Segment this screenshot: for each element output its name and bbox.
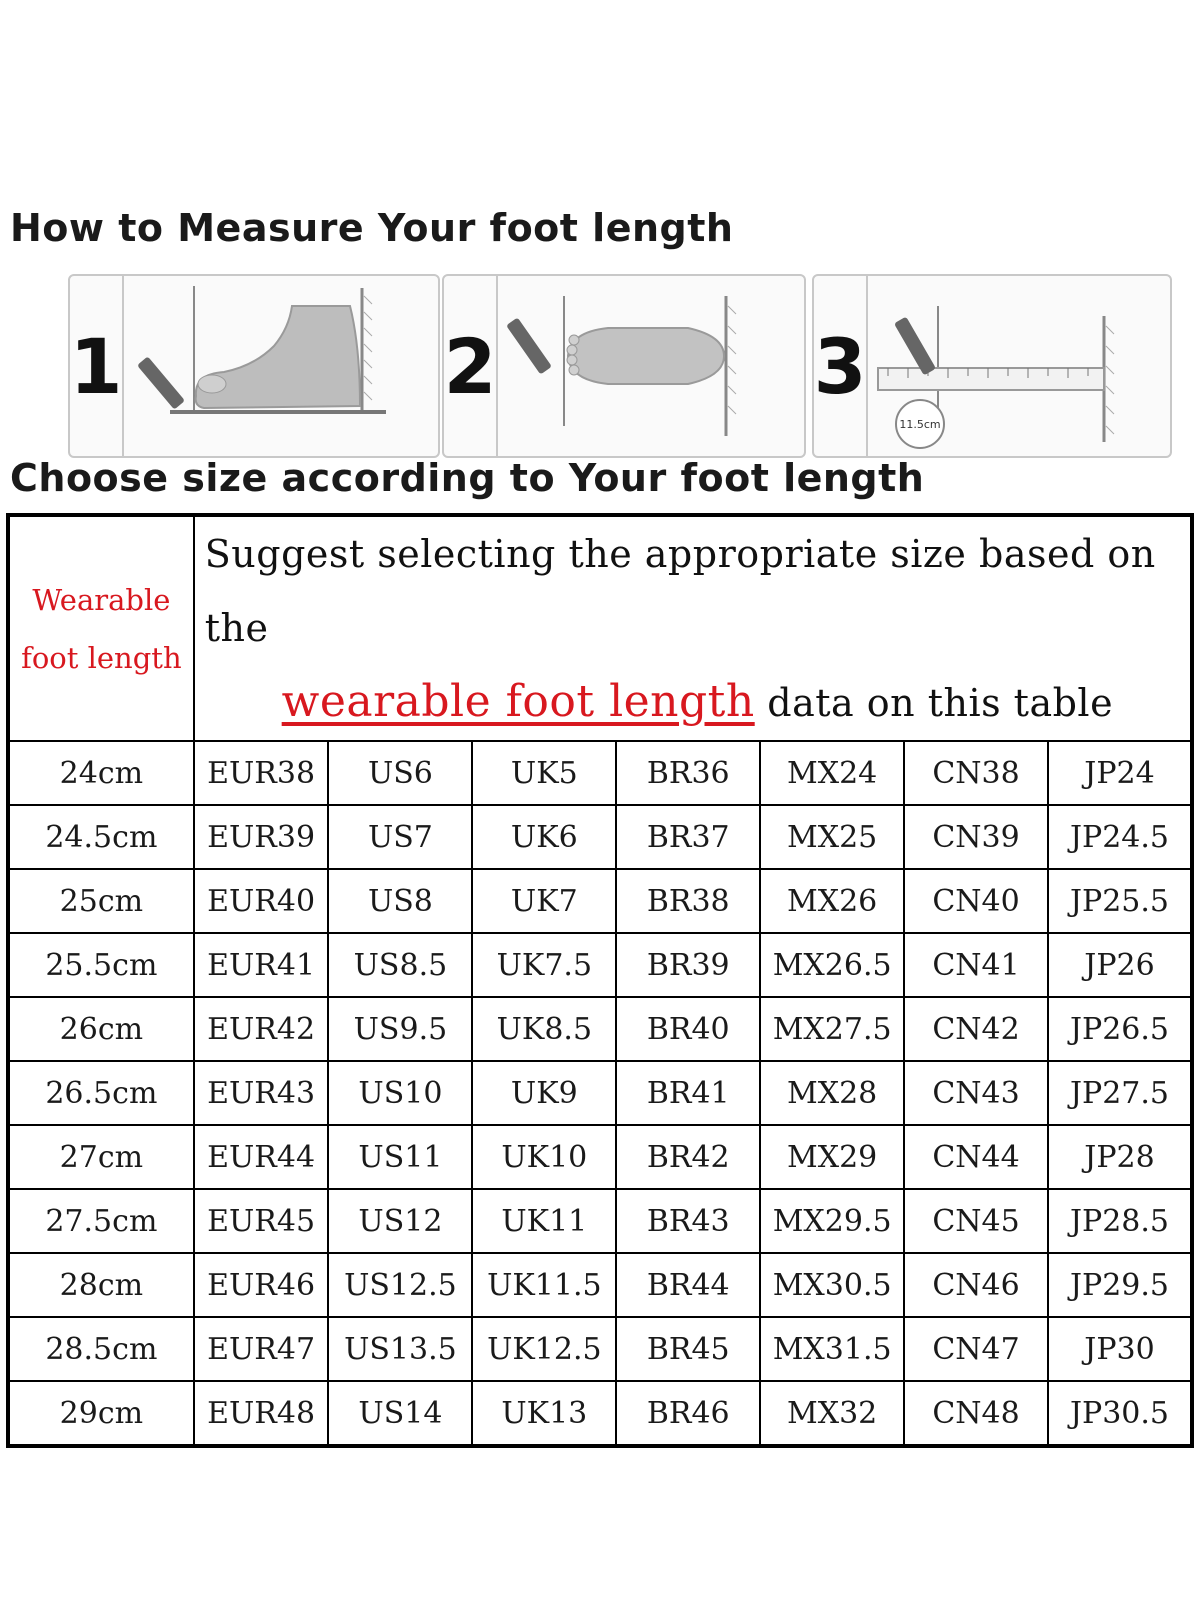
uk-cell: UK7.5 (472, 933, 616, 997)
table-row (8, 869, 1192, 933)
uk-cell: UK11 (472, 1189, 616, 1253)
cn-cell: CN39 (904, 805, 1048, 869)
uk-cell: UK13 (472, 1381, 616, 1446)
uk-cell: UK6 (472, 805, 616, 869)
us-cell: US6 (328, 741, 472, 805)
us-cell: US7 (328, 805, 472, 869)
table-row (8, 1061, 1192, 1125)
measure-heading: How to Measure Your foot length (10, 206, 734, 250)
table-row (8, 805, 1192, 869)
eur-cell: EUR43 (194, 1061, 329, 1125)
cn-cell: CN48 (904, 1381, 1048, 1446)
step-2-number: 2 (444, 276, 498, 456)
br-cell: BR40 (616, 997, 760, 1061)
jp-cell: JP27.5 (1048, 1061, 1192, 1125)
eur-cell: EUR46 (194, 1253, 329, 1317)
foot-length-cell: 29cm (8, 1381, 194, 1446)
eur-cell: EUR39 (194, 805, 329, 869)
foot-length-cell: 24cm (8, 741, 194, 805)
mx-cell: MX30.5 (760, 1253, 904, 1317)
step-3-number: 3 (814, 276, 868, 456)
cn-cell: CN40 (904, 869, 1048, 933)
step-3-panel (812, 274, 1172, 458)
uk-cell: UK10 (472, 1125, 616, 1189)
br-cell: BR36 (616, 741, 760, 805)
uk-cell: UK11.5 (472, 1253, 616, 1317)
table-header-row (8, 515, 1192, 741)
br-cell: BR43 (616, 1189, 760, 1253)
foot-length-cell: 27cm (8, 1125, 194, 1189)
us-cell: US13.5 (328, 1317, 472, 1381)
br-cell: BR37 (616, 805, 760, 869)
uk-cell: UK9 (472, 1061, 616, 1125)
mx-cell: MX31.5 (760, 1317, 904, 1381)
size-table (6, 513, 1194, 1448)
choose-heading: Choose size according to Your foot length (10, 456, 925, 500)
mx-cell: MX28 (760, 1061, 904, 1125)
foot-length-cell: 25.5cm (8, 933, 194, 997)
eur-cell: EUR41 (194, 933, 329, 997)
uk-cell: UK12.5 (472, 1317, 616, 1381)
us-cell: US12 (328, 1189, 472, 1253)
instruction-highlight: wearable foot length (281, 676, 755, 727)
foot-length-cell: 28cm (8, 1253, 194, 1317)
ruler-measure-label: 11.5cm (899, 418, 941, 431)
eur-cell: EUR45 (194, 1189, 329, 1253)
uk-cell: UK7 (472, 869, 616, 933)
table-row (8, 1381, 1192, 1446)
jp-cell: JP29.5 (1048, 1253, 1192, 1317)
step-1-number: 1 (70, 276, 124, 456)
eur-cell: EUR38 (194, 741, 329, 805)
jp-cell: JP30.5 (1048, 1381, 1192, 1446)
us-cell: US10 (328, 1061, 472, 1125)
jp-cell: JP28 (1048, 1125, 1192, 1189)
table-row (8, 997, 1192, 1061)
br-cell: BR45 (616, 1317, 760, 1381)
us-cell: US9.5 (328, 997, 472, 1061)
eur-cell: EUR47 (194, 1317, 329, 1381)
ruler-icon (868, 276, 1168, 456)
jp-cell: JP26 (1048, 933, 1192, 997)
foot-length-cell: 25cm (8, 869, 194, 933)
instruction-line1: Suggest selecting the appropriate size based on the (204, 532, 1156, 650)
jp-cell: JP26.5 (1048, 997, 1192, 1061)
cn-cell: CN41 (904, 933, 1048, 997)
us-cell: US12.5 (328, 1253, 472, 1317)
cn-cell: CN47 (904, 1317, 1048, 1381)
table-row (8, 1189, 1192, 1253)
foot-top-icon (498, 276, 802, 456)
br-cell: BR41 (616, 1061, 760, 1125)
br-cell: BR46 (616, 1381, 760, 1446)
measure-steps (68, 274, 1194, 458)
foot-side-icon (124, 276, 436, 456)
step-2-panel (442, 274, 806, 458)
wearable-foot-length-header (8, 515, 194, 741)
mx-cell: MX24 (760, 741, 904, 805)
jp-cell: JP24 (1048, 741, 1192, 805)
us-cell: US11 (328, 1125, 472, 1189)
cn-cell: CN42 (904, 997, 1048, 1061)
table-row (8, 1125, 1192, 1189)
eur-cell: EUR40 (194, 869, 329, 933)
table-row (8, 741, 1192, 805)
uk-cell: UK8.5 (472, 997, 616, 1061)
foot-length-cell: 27.5cm (8, 1189, 194, 1253)
eur-cell: EUR48 (194, 1381, 329, 1446)
foot-length-cell: 28.5cm (8, 1317, 194, 1381)
instruction-rest: data on this table (754, 681, 1114, 725)
cn-cell: CN44 (904, 1125, 1048, 1189)
mx-cell: MX27.5 (760, 997, 904, 1061)
table-row (8, 933, 1192, 997)
mx-cell: MX29 (760, 1125, 904, 1189)
mx-cell: MX26.5 (760, 933, 904, 997)
br-cell: BR38 (616, 869, 760, 933)
mx-cell: MX26 (760, 869, 904, 933)
cn-cell: CN43 (904, 1061, 1048, 1125)
br-cell: BR39 (616, 933, 760, 997)
header-left-line2: foot length (21, 640, 182, 675)
uk-cell: UK5 (472, 741, 616, 805)
mx-cell: MX32 (760, 1381, 904, 1446)
foot-length-cell: 26cm (8, 997, 194, 1061)
br-cell: BR42 (616, 1125, 760, 1189)
foot-length-cell: 24.5cm (8, 805, 194, 869)
foot-length-cell: 26.5cm (8, 1061, 194, 1125)
table-row (8, 1253, 1192, 1317)
us-cell: US8 (328, 869, 472, 933)
header-left-line1: Wearable (32, 582, 171, 617)
table-row (8, 1317, 1192, 1381)
mx-cell: MX25 (760, 805, 904, 869)
eur-cell: EUR44 (194, 1125, 329, 1189)
jp-cell: JP30 (1048, 1317, 1192, 1381)
step-1-panel (68, 274, 440, 458)
us-cell: US14 (328, 1381, 472, 1446)
cn-cell: CN38 (904, 741, 1048, 805)
table-instruction (194, 515, 1192, 741)
eur-cell: EUR42 (194, 997, 329, 1061)
br-cell: BR44 (616, 1253, 760, 1317)
cn-cell: CN46 (904, 1253, 1048, 1317)
jp-cell: JP24.5 (1048, 805, 1192, 869)
cn-cell: CN45 (904, 1189, 1048, 1253)
mx-cell: MX29.5 (760, 1189, 904, 1253)
jp-cell: JP28.5 (1048, 1189, 1192, 1253)
jp-cell: JP25.5 (1048, 869, 1192, 933)
us-cell: US8.5 (328, 933, 472, 997)
